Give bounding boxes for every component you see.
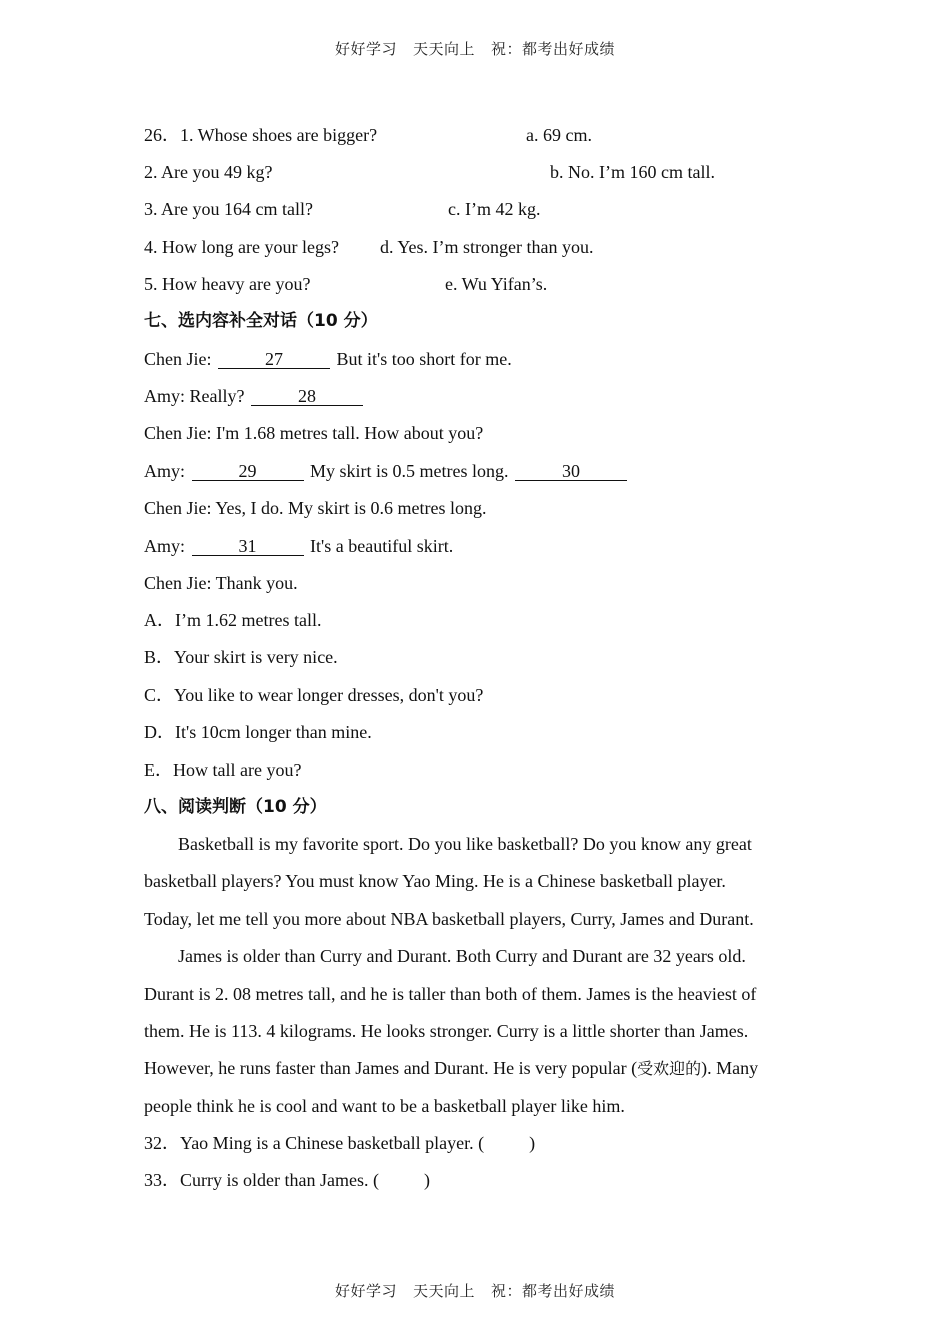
dialogue-line-4 <box>144 460 629 482</box>
dialogue-line-1 <box>144 348 512 370</box>
match-answer-b: b. No. I’m 160 cm tall. <box>550 162 715 182</box>
reading-passage <box>144 826 814 1125</box>
dialogue-text: My skirt is 0.5 metres long. <box>305 461 514 481</box>
question-32[interactable]: 32．Yao Ming is a Chinese basketball player. ( ) <box>144 1133 536 1153</box>
passage-line: them. He is 113. 4 kilograms. He looks stronger. Curry is a little shorter than James. <box>144 1021 749 1042</box>
match-answer-c: c. I’m 42 kg. <box>448 199 541 219</box>
dialogue-line-3: Chen Jie: I'm 1.68 metres tall. How about you? <box>144 423 484 443</box>
blank-29[interactable]: 29 <box>192 462 304 481</box>
header-motto-1: 好好学习 <box>334 40 397 58</box>
dialogue-line-7: Chen Jie: Thank you. <box>144 573 298 593</box>
passage-chinese-gloss: 受欢迎的 <box>637 1059 702 1079</box>
question-33[interactable]: 33．Curry is older than James. ( ) <box>144 1170 430 1190</box>
section-7-title: 七、选内容补全对话（10 分） <box>144 311 378 331</box>
passage-line <box>144 1050 814 1087</box>
header-motto-3: 祝：都考出好成绩 <box>491 40 616 58</box>
passage-line: Durant is 2. 08 metres tall, and he is taller than both of them. James is the heaviest of <box>144 983 757 1004</box>
dialogue-speaker: Amy: Really? <box>144 386 249 406</box>
page-footer <box>0 1280 950 1301</box>
dialogue-speaker: Amy: <box>144 536 190 556</box>
footer-motto-1: 好好学习 <box>334 1282 397 1300</box>
match-answer-e: e. Wu Yifan’s. <box>445 274 548 294</box>
dialogue-speaker: Chen Jie: <box>144 349 216 369</box>
passage-text: ). Many <box>701 1058 759 1079</box>
blank-28[interactable]: 28 <box>251 387 363 406</box>
match-question-2: 2. Are you 49 kg? <box>144 162 273 182</box>
option-e: E．How tall are you? <box>144 760 302 780</box>
dialogue-text: But it's too short for me. <box>332 349 512 369</box>
dialogue-line-6 <box>144 535 453 557</box>
header-motto-2: 天天向上 <box>412 40 475 58</box>
option-b: B．Your skirt is very nice. <box>144 647 338 667</box>
match-question-1: 26．1. Whose shoes are bigger? <box>144 125 378 145</box>
passage-line: Basketball is my favorite sport. Do you like basketball? Do you know any great <box>178 834 752 854</box>
match-question-4: 4. How long are your legs? <box>144 237 339 257</box>
option-c: C．You like to wear longer dresses, don't you? <box>144 685 484 705</box>
passage-line: people think he is cool and want to be a basketball player like him. <box>144 1095 625 1116</box>
blank-27[interactable]: 27 <box>218 350 330 369</box>
page-header <box>0 38 950 59</box>
option-d: D．It's 10cm longer than mine. <box>144 722 372 742</box>
blank-31[interactable]: 31 <box>192 537 304 556</box>
match-answer-d: d. Yes. I’m stronger than you. <box>380 237 594 257</box>
option-a: A．I’m 1.62 metres tall. <box>144 610 322 630</box>
match-answer-a: a. 69 cm. <box>526 125 592 145</box>
passage-line: James is older than Curry and Durant. Both Curry and Durant are 32 years old. <box>178 946 746 967</box>
passage-line: basketball players? You must know Yao Ming. He is a Chinese basketball player. <box>144 871 726 892</box>
footer-motto-3: 祝：都考出好成绩 <box>491 1282 616 1300</box>
passage-line: Today, let me tell you more about NBA basketball players, Curry, James and Durant. <box>144 908 754 929</box>
section-8-title: 八、阅读判断（10 分） <box>144 797 327 817</box>
dialogue-line-5: Chen Jie: Yes, I do. My skirt is 0.6 metres long. <box>144 498 487 518</box>
passage-text: However, he runs faster than James and Durant. He is very popular ( <box>144 1058 638 1079</box>
dialogue-speaker: Amy: <box>144 461 190 481</box>
dialogue-text: It's a beautiful skirt. <box>305 536 454 556</box>
footer-motto-2: 天天向上 <box>412 1282 475 1300</box>
match-question-5: 5. How heavy are you? <box>144 274 311 294</box>
dialogue-line-2 <box>144 385 365 407</box>
match-question-3: 3. Are you 164 cm tall? <box>144 199 313 219</box>
blank-30[interactable]: 30 <box>515 462 627 481</box>
